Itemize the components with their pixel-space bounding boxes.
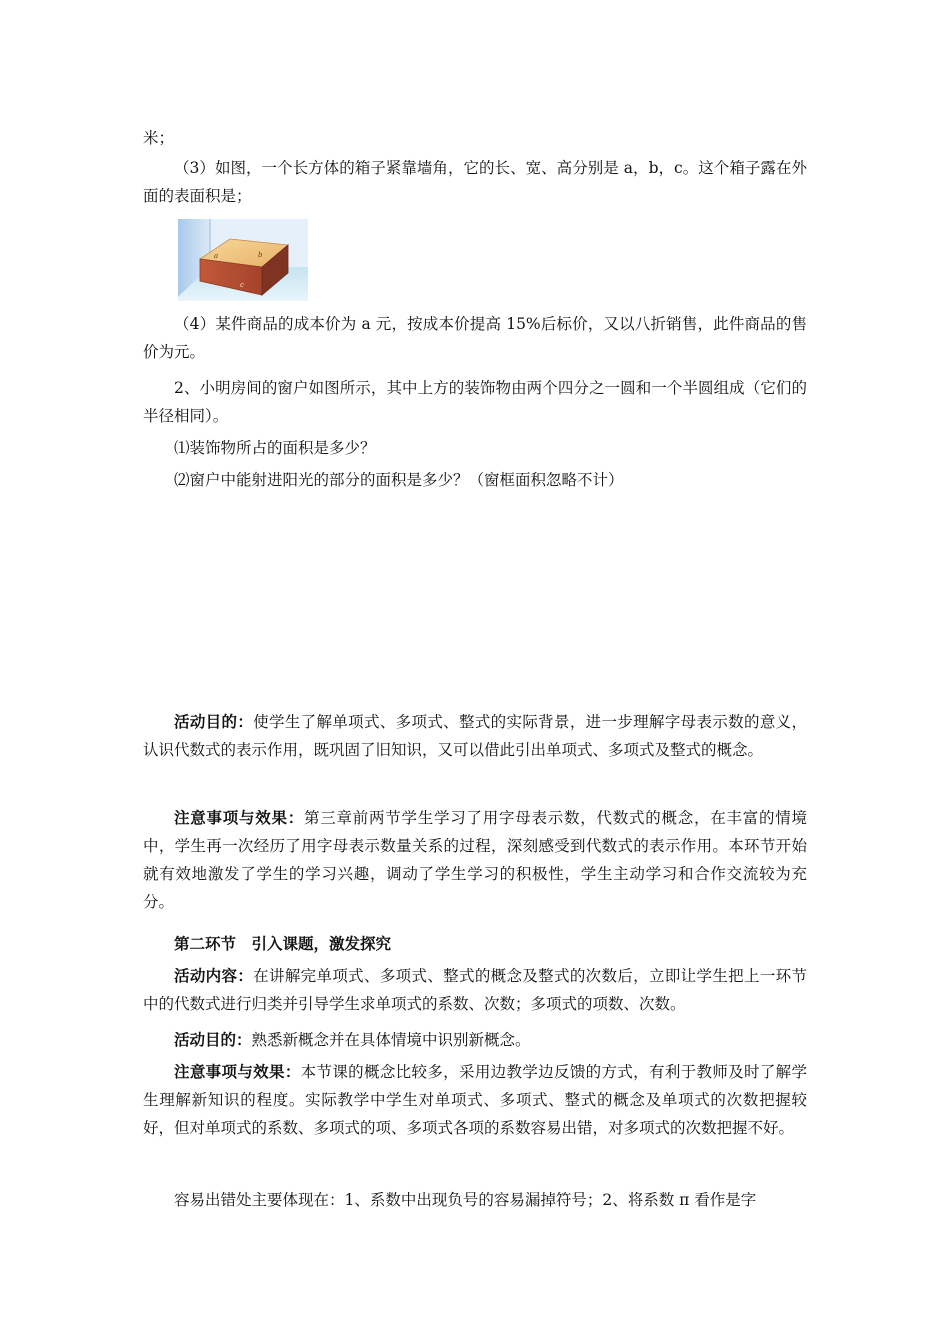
paragraph-common-errors bbox=[143, 1186, 807, 1214]
question-2-text: 2、小明房间的窗户如图所示，其中上方的装饰物由两个四分之一圆和一个半圆组成（它们的半径相同）。 bbox=[143, 379, 807, 425]
paragraph-notes-effects-2 bbox=[143, 1058, 807, 1142]
paragraph-activity-purpose-1 bbox=[143, 708, 807, 764]
question-4 bbox=[143, 310, 807, 366]
paragraph-notes-effects-1 bbox=[143, 804, 807, 916]
text-block-top bbox=[143, 124, 807, 152]
box-label-a: a bbox=[214, 252, 219, 260]
activity-purpose-text: 使学生了解单项式、多项式、整式的实际背景，进一步理解字母表示数的意义，认识代数式的表示作用，既巩固了旧知识，又可以借此引出单项式、多项式及整式的概念。 bbox=[143, 713, 807, 759]
paragraph-activity-content bbox=[143, 962, 807, 1018]
notes-effects-label-2: 注意事项与效果： bbox=[174, 1062, 301, 1081]
question-2 bbox=[143, 374, 807, 494]
activity-purpose-label: 活动目的： bbox=[174, 712, 254, 731]
box-label-b: b bbox=[258, 251, 263, 259]
question-2-part-2: ⑵窗户中能射进阳光的部分的面积是多少？（窗框面积忽略不计） bbox=[174, 471, 624, 489]
question-3-text: （3）如图，一个长方体的箱子紧靠墙角，它的长、宽、高分别是 a，b，c。这个箱子露在外面的表面积是； bbox=[143, 159, 807, 205]
activity-purpose-text-2: 熟悉新概念并在具体情境中识别新概念。 bbox=[251, 1031, 531, 1049]
question-4-text: （4）某件商品的成本价为 a 元，按成本价提高 15%后标价，又以八折销售，此件商品的售价为元。 bbox=[143, 315, 807, 361]
question-3 bbox=[143, 154, 807, 210]
notes-effects-text-2: 本节课的概念比较多，采用边教学边反馈的方式，有利于教师及时了解学生理解新知识的程度。实际教学中学生对单项式、多项式、整式的概念及单项式的次数把握较好，但对单项式的系数、多项式的项、多项式各项的系数容易出错，对多项式的次数把握不好。 bbox=[143, 1063, 807, 1137]
line-mi: 米； bbox=[143, 129, 175, 147]
activity-purpose-label-2: 活动目的： bbox=[174, 1030, 252, 1049]
box-label-c: c bbox=[240, 281, 244, 289]
question-2-part-1: ⑴装饰物所占的面积是多少？ bbox=[174, 439, 376, 457]
common-errors-text: 容易出错处主要体现在：1、系数中出现负号的容易漏掉符号；2、将系数 π 看作是字 bbox=[174, 1191, 757, 1209]
activity-content-text: 在讲解完单项式、多项式、整式的概念及整式的次数后，立即让学生把上一环节中的代数式进行归类并引导学生求单项式的系数、次数；多项式的项数、次数。 bbox=[143, 967, 807, 1013]
activity-content-label: 活动内容： bbox=[174, 966, 254, 985]
paragraph-activity-purpose-2 bbox=[143, 1026, 807, 1054]
notes-effects-label: 注意事项与效果： bbox=[174, 808, 304, 827]
box-corner-figure bbox=[178, 219, 308, 301]
section-2-heading-block bbox=[143, 930, 807, 958]
notes-effects-text: 第三章前两节学生学习了用字母表示数，代数式的概念，在丰富的情境中，学生再一次经历了用字母表示数量关系的过程，深刻感受到代数式的表示作用。本环节开始就有效地激发了学生的学习兴趣，调动了学生学习的积极性，学生主动学习和合作交流较为充分。 bbox=[143, 809, 807, 911]
section-2-heading: 第二环节 引入课题，激发探究 bbox=[174, 934, 392, 953]
